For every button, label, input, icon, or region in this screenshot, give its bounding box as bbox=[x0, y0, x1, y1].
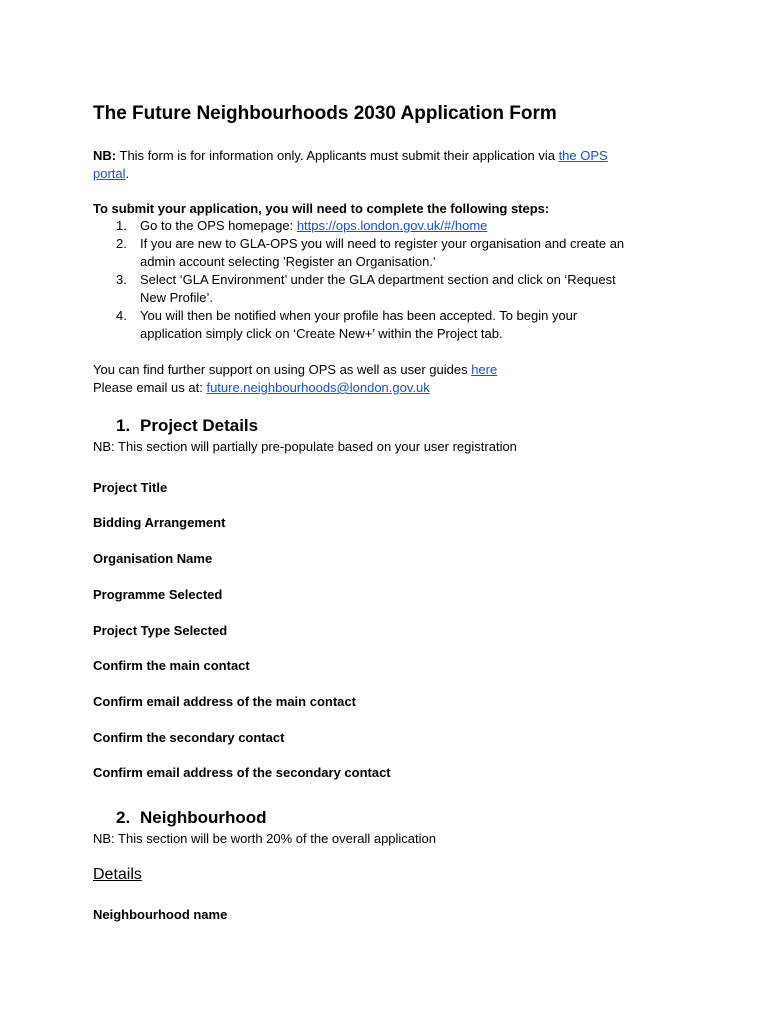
nb-intro-line2 bbox=[93, 165, 129, 183]
contact-email-link[interactable]: future.neighbourhoods@london.gov.uk bbox=[206, 380, 430, 395]
steps-list bbox=[93, 217, 693, 343]
support-text: You can find further support on using OPS as well as user guides bbox=[93, 362, 472, 377]
email-prefix: Please email us at: bbox=[93, 380, 207, 395]
step-item bbox=[93, 307, 693, 343]
field-label: Confirm email address of the main contact bbox=[93, 694, 356, 709]
ops-portal-link-cont[interactable]: portal bbox=[93, 166, 126, 181]
step-number: 3. bbox=[116, 272, 127, 287]
nb-intro-suffix: . bbox=[125, 166, 130, 181]
field-label: Bidding Arrangement bbox=[93, 515, 226, 530]
step-item bbox=[93, 217, 693, 235]
field-label: Confirm email address of the secondary contact bbox=[93, 765, 391, 780]
field-label: Organisation Name bbox=[93, 551, 213, 566]
ops-portal-link[interactable]: the OPS bbox=[558, 148, 608, 163]
step-text: You will then be notified when your profile has been accepted. To begin your bbox=[140, 308, 578, 323]
details-subheading: Details bbox=[93, 866, 142, 883]
nb-intro-text: This form is for information only. Applicants must submit their application via bbox=[119, 148, 555, 163]
section-number: 1. bbox=[116, 416, 131, 435]
ops-homepage-link[interactable]: https://ops.london.gov.uk/#/home bbox=[296, 218, 488, 233]
support-line bbox=[93, 361, 497, 379]
nb-label: NB: bbox=[93, 148, 117, 163]
field-label: Neighbourhood name bbox=[93, 907, 228, 922]
step-text: application simply click on ‘Create New+’ within the Project tab. bbox=[140, 326, 503, 341]
page-title: The Future Neighbourhoods 2030 Application Form bbox=[93, 103, 557, 124]
field-label: Confirm the secondary contact bbox=[93, 730, 285, 745]
email-line bbox=[93, 379, 430, 397]
field-label: Confirm the main contact bbox=[93, 658, 250, 673]
nb-intro-line1 bbox=[93, 147, 608, 165]
step-number: 4. bbox=[116, 308, 127, 323]
section-title: Project Details bbox=[140, 416, 259, 435]
field-label: Project Type Selected bbox=[93, 623, 228, 638]
steps-heading: To submit your application, you will need to complete the following steps: bbox=[93, 201, 550, 216]
step-text: Select ‘GLA Environment’ under the GLA department section and click on ‘Request bbox=[140, 272, 616, 287]
user-guides-link[interactable]: here bbox=[471, 362, 498, 377]
section-2-note: NB: This section will be worth 20% of the overall application bbox=[93, 831, 436, 846]
field-label: Programme Selected bbox=[93, 587, 223, 602]
section-title: Neighbourhood bbox=[140, 808, 267, 827]
step-text: admin account selecting 'Register an Organisation.' bbox=[140, 254, 436, 269]
field-label: Project Title bbox=[93, 480, 168, 495]
step-number: 2. bbox=[116, 236, 127, 251]
step-text: New Profile’. bbox=[140, 290, 213, 305]
section-1-note: NB: This section will partially pre-populate based on your user registration bbox=[93, 439, 517, 454]
step-item bbox=[93, 271, 693, 307]
section-2-heading bbox=[116, 807, 267, 829]
step-item bbox=[93, 235, 693, 271]
section-1-heading bbox=[116, 415, 258, 437]
step-number: 1. bbox=[116, 218, 127, 233]
section-number: 2. bbox=[116, 808, 131, 827]
step-text: If you are new to GLA-OPS you will need to register your organisation and create an bbox=[140, 236, 625, 251]
step-text: Go to the OPS homepage: bbox=[140, 218, 297, 233]
